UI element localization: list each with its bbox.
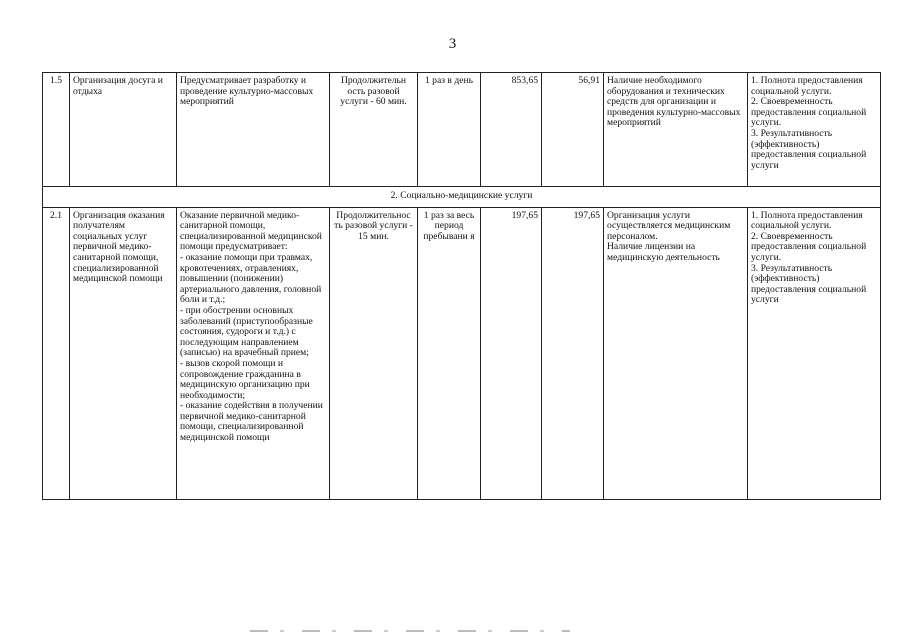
service-frequency: 1 раз в день bbox=[418, 73, 481, 187]
service-duration: Продолжительнос ть разовой услуги - 15 мин. bbox=[330, 207, 418, 499]
table-row bbox=[43, 207, 881, 499]
row-number: 1.5 bbox=[43, 73, 70, 187]
service-conditions: Наличие необходимого оборудования и технических средств для организации и проведения культурно-массовых мероприятий bbox=[604, 73, 748, 187]
services-table bbox=[42, 72, 881, 500]
service-frequency: 1 раз за весь период пребывани я bbox=[418, 207, 481, 499]
row-number: 2.1 bbox=[43, 207, 70, 499]
table-row bbox=[43, 73, 881, 187]
service-tariff: 197,65 bbox=[542, 207, 604, 499]
service-duration: Продолжительн ость разовой услуги - 60 мин. bbox=[330, 73, 418, 187]
scan-artifact bbox=[250, 630, 570, 632]
page-number: 3 bbox=[448, 36, 457, 52]
service-description: Предусматривает разработку и проведение культурно-массовых мероприятий bbox=[177, 73, 330, 187]
service-name: Организация досуга и отдыха bbox=[70, 73, 177, 187]
quality-criteria: 1. Полнота предоставления социальной услуги. 2. Своевременность предоставления социальной услуги. 3. Результативность (эффективность) предоставления социальной услуги bbox=[748, 207, 881, 499]
service-price: 853,65 bbox=[481, 73, 542, 187]
service-name: Организация оказания получателям социальных услуг первичной медико-санитарной помощи, специализированной медицинской помощи bbox=[70, 207, 177, 499]
section-heading-row bbox=[43, 187, 881, 208]
service-price: 197,65 bbox=[481, 207, 542, 499]
service-description: Оказание первичной медико-санитарной помощи, специализированной медицинской помощи предусматривает: - оказание помощи при травмах, кровотечениях, отравлениях, повышении (понижении) артериального давления, головной боли и т.д.; - при обострении основных заболеваний (приступообразные состояния, судороги и т.д.) с последующим направлением (записью) на врачебный прием; - вызов скорой помощи и сопровождение гражданина в медицинскую организацию при необходимости; - оказание содействия в получении первичной медико-санитарной помощи, специализированной медицинской помощи bbox=[177, 207, 330, 499]
service-tariff: 56,91 bbox=[542, 73, 604, 187]
service-conditions: Организация услуги осуществляется медицинским персоналом. Наличие лицензии на медицинскую деятельность bbox=[604, 207, 748, 499]
section-heading: 2. Социально-медицинские услуги bbox=[43, 187, 881, 208]
quality-criteria: 1. Полнота предоставления социальной услуги. 2. Своевременность предоставления социальной услуги. 3. Результативность (эффективность) предоставления социальной услуги bbox=[748, 73, 881, 187]
